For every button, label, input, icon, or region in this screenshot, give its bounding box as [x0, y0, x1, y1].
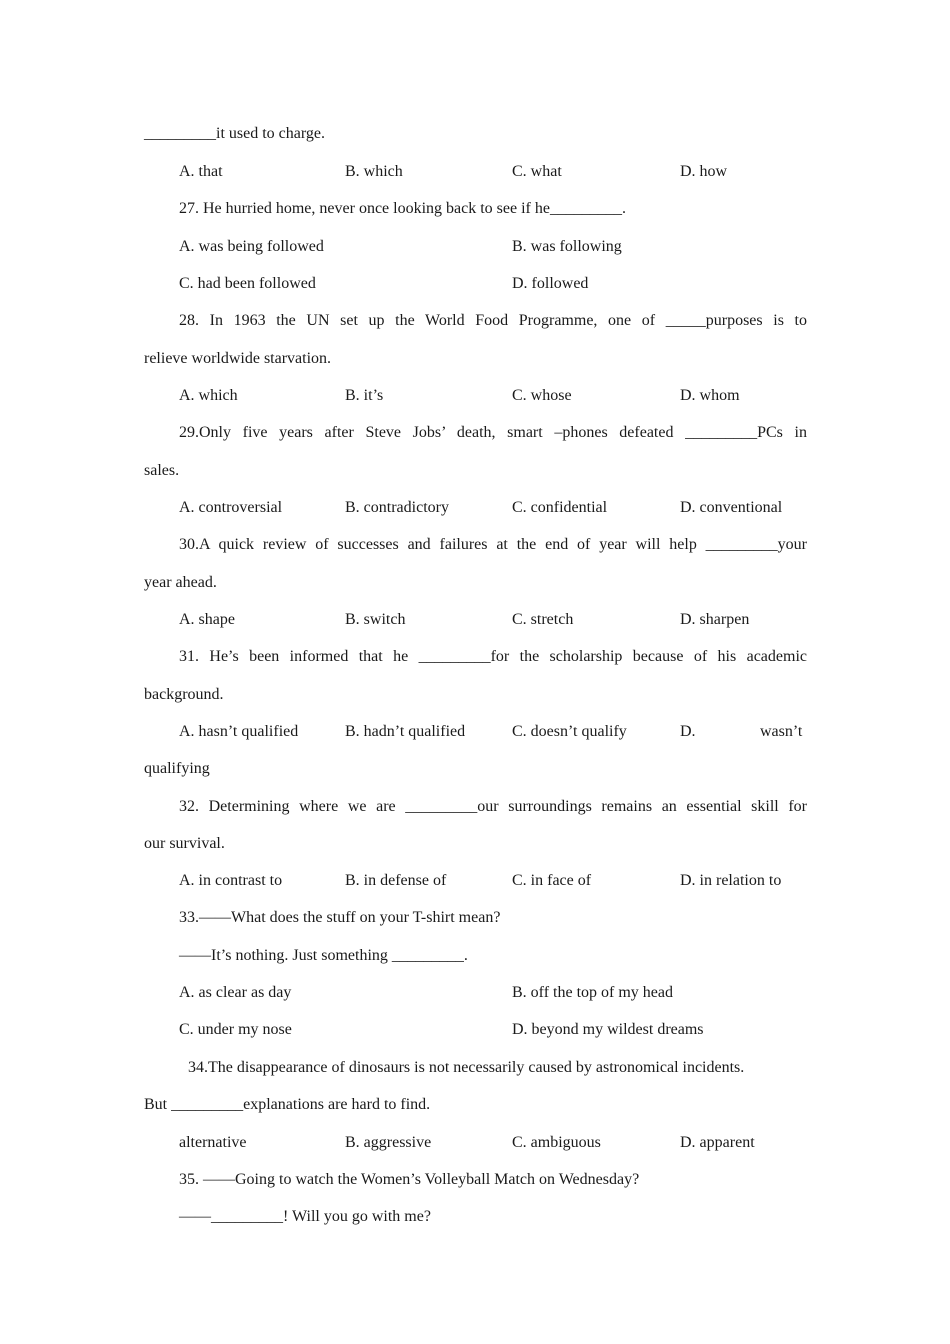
question-28-continuation: relieve worldwide starvation. [144, 350, 332, 367]
option-d: D. how [680, 163, 728, 180]
options-line-q33 [0, 981, 950, 1005]
option-b: B. in defense of [345, 872, 447, 889]
option-c: C. what [512, 163, 562, 180]
option-c: C. in face of [512, 872, 592, 889]
text-line [0, 683, 950, 707]
question-29 [0, 421, 950, 445]
option-d: D. in relation to [680, 872, 782, 889]
option-c: C. had been followed [179, 275, 316, 292]
question-29-continuation: sales. [144, 462, 180, 479]
question-35-reply: ——_________! Will you go with me? [179, 1208, 431, 1225]
option-c: C. whose [512, 387, 572, 404]
option-b: B. switch [345, 611, 406, 628]
option-d: D. apparent [680, 1134, 755, 1151]
question-34 [0, 1056, 950, 1080]
option-d: D. whom [680, 387, 740, 404]
options-line-q30 [0, 608, 950, 632]
question-32-text: 32. Determining where we are _________our surroundings remains an essential skill for [179, 798, 807, 815]
option-d-continuation: qualifying [144, 760, 210, 777]
question-28 [0, 309, 950, 333]
option-b: B. it’s [345, 387, 384, 404]
question-28-text: 28. In 1963 the UN set up the World Food Programme, one of _____purposes is to [179, 312, 807, 329]
option-b: B. contradictory [345, 499, 449, 516]
option-a: alternative [179, 1134, 247, 1151]
option-b: B. aggressive [345, 1134, 432, 1151]
options-line-q34 [0, 1131, 950, 1155]
option-a: A. in contrast to [179, 872, 283, 889]
text-line [0, 347, 950, 371]
option-a: A. was being followed [179, 238, 324, 255]
question-33-text: 33.——What does the stuff on your T-shirt mean? [179, 909, 501, 926]
options-line-q26 [0, 160, 950, 184]
text-line [0, 459, 950, 483]
option-c: C. under my nose [179, 1021, 292, 1038]
option-a: A. which [179, 387, 238, 404]
option-c: C. ambiguous [512, 1134, 601, 1151]
question-27-text: 27. He hurried home, never once looking back to see if he_________. [179, 200, 626, 217]
question-31-continuation: background. [144, 686, 224, 703]
text-line [0, 757, 950, 781]
option-a: A. shape [179, 611, 235, 628]
options-line-q31 [0, 720, 950, 744]
text-line [0, 571, 950, 595]
option-c: C. confidential [512, 499, 608, 516]
options-line-q33 [0, 1018, 950, 1042]
option-d-text: wasn’t [760, 723, 803, 740]
option-d: D. beyond my wildest dreams [512, 1021, 704, 1038]
question-30 [0, 533, 950, 557]
option-d: D. conventional [680, 499, 783, 516]
options-line-q28 [0, 384, 950, 408]
option-b: B. was following [512, 238, 622, 255]
dialogue-line [0, 944, 950, 968]
option-d: D. sharpen [680, 611, 750, 628]
options-line-q32 [0, 869, 950, 893]
dialogue-line [0, 1205, 950, 1229]
option-b: B. off the top of my head [512, 984, 674, 1001]
option-a: A. controversial [179, 499, 283, 516]
options-line-q27 [0, 272, 950, 296]
options-line-q27 [0, 235, 950, 259]
text-line [0, 1093, 950, 1117]
option-d: D. followed [512, 275, 589, 292]
option-b: B. which [345, 163, 403, 180]
option-b: B. hadn’t qualified [345, 723, 466, 740]
question-26-continuation: _________it used to charge. [144, 125, 326, 142]
options-line-q29 [0, 496, 950, 520]
question-29-text: 29.Only five years after Steve Jobs’ death, smart –phones defeated _________PCs in [179, 424, 807, 441]
option-d-label: D. [680, 723, 696, 740]
question-31 [0, 645, 950, 669]
question-33-reply: ——It’s nothing. Just something _________. [179, 947, 468, 964]
question-34-continuation: But _________explanations are hard to find. [144, 1096, 431, 1113]
question-31-text: 31. He’s been informed that he _________for the scholarship because of his academic [179, 648, 807, 665]
option-a: A. that [179, 163, 223, 180]
option-c: C. doesn’t qualify [512, 723, 627, 740]
question-30-text: 30.A quick review of successes and failures at the end of year will help _________your [179, 536, 807, 553]
question-34-text: 34.The disappearance of dinosaurs is not necessarily caused by astronomical incidents. [188, 1059, 745, 1076]
question-32 [0, 795, 950, 819]
question-35 [0, 1168, 950, 1192]
question-32-continuation: our survival. [144, 835, 225, 852]
question-30-continuation: year ahead. [144, 574, 217, 591]
option-a: A. as clear as day [179, 984, 292, 1001]
option-a: A. hasn’t qualified [179, 723, 299, 740]
question-33 [0, 906, 950, 930]
option-c: C. stretch [512, 611, 574, 628]
question-27 [0, 197, 950, 221]
question-35-text: 35. ——Going to watch the Women’s Volleyball Match on Wednesday? [179, 1171, 640, 1188]
text-line [0, 832, 950, 856]
text-line [0, 122, 950, 146]
